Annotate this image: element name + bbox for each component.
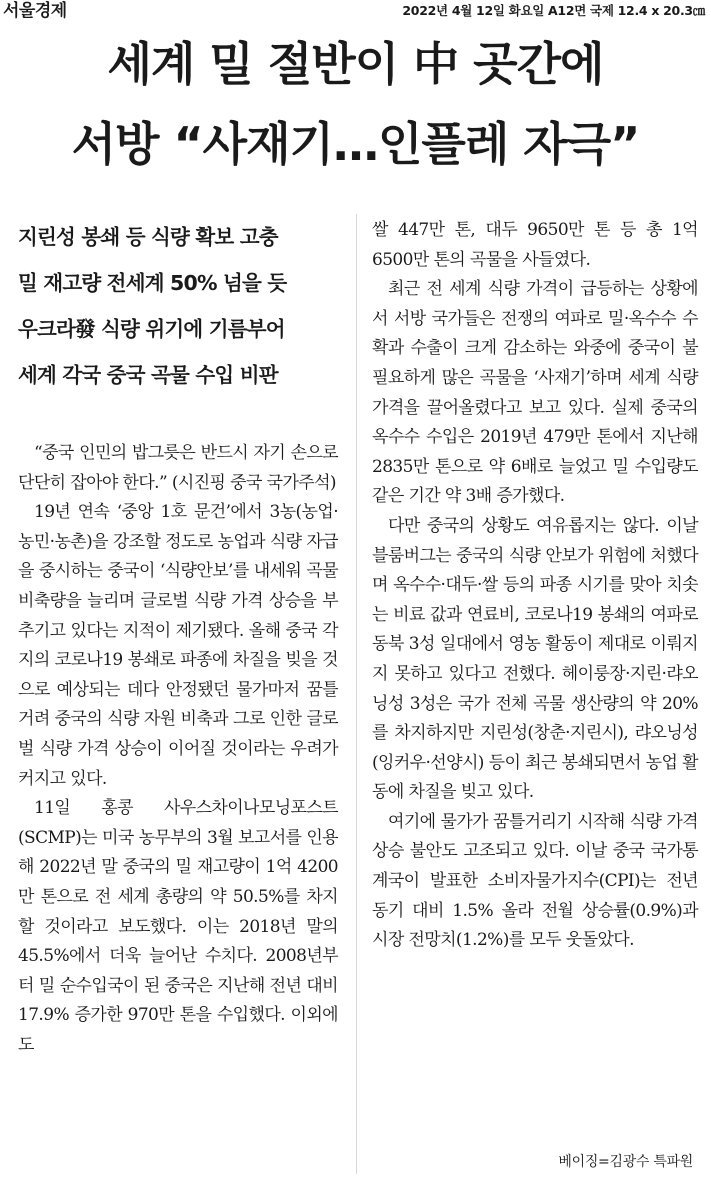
article-paragraph: “중국 인민의 밥그릇은 반드시 자기 손으로 단단히 잡아야 한다.” (시진핑 중국 국가주석) bbox=[18, 443, 338, 493]
article-paragraph: 다만 중국의 상황도 여유롭지는 않다. 이날 블룸버그는 중국의 식량 안보가 위험에 처했다며 옥수수·대두·쌀 등의 파종 시기를 맞아 치솟는 비료 값과 연료비, 코로나19 봉쇄의 여파로 동북 3성 일대에서 영농 활동이 제대로 이뤄지지 못하고 있다고 전했다. 헤이룽장·지린·랴오닝성 3성은 국가 전체 곡물 생산량의 약 20%를 차지하지만 지린성(창춘·지린시), 랴오닝성(잉커우·선양시) 등이 최근 봉쇄되면서 농업 활동에 차질을 빚고 있다. bbox=[372, 515, 698, 803]
subhead: 우크라發 식량 위기에 기름부어 bbox=[18, 317, 285, 341]
edition-info: 2022년 4월 12일 화요일 A12면 국제 12.4 x 20.3㎝ bbox=[402, 3, 705, 18]
article-paragraph: 최근 전 세계 식량 가격이 급등하는 상황에서 서방 국가들은 전쟁의 여파로 밀·옥수수 수확과 수출이 크게 감소하는 와중에 중국이 불필요하게 많은 곡물을 ‘사재기’하며 세계 식량 가격을 끌어올렸다고 보고 있다. 실제 중국의 옥수수 수입은 2019년 479만 톤에서 지난해 2835만 톤으로 약 6배로 늘었고 밀 수입량도 같은 기간 약 3배 증가했다. bbox=[372, 279, 698, 507]
subhead: 세계 각국 중국 곡물 수입 비판 bbox=[18, 363, 278, 387]
article-paragraph: 여기에 물가가 꿈틀거리기 시작해 식량 가격 상승 불안도 고조되고 있다. 이날 중국 국가통계국이 발표한 소비자물가지수(CPI)는 전년 동기 대비 1.5% 올라 전월 상승률(0.9%)과 시장 전망치(1.2%)를 모두 웃돌았다. bbox=[372, 811, 698, 951]
page-header bbox=[0, 0, 711, 24]
column-divider bbox=[356, 214, 357, 1174]
subheadlines bbox=[18, 214, 348, 398]
newspaper-name: 서울경제 bbox=[3, 1, 67, 21]
subhead: 밀 재고량 전세계 50% 넘을 듯 bbox=[18, 271, 287, 295]
subhead: 지린성 봉쇄 등 식량 확보 고충 bbox=[18, 225, 278, 249]
headline-line-2: 서방 “사재기…인플레 자극” bbox=[71, 117, 640, 171]
headline-line-1: 세계 밀 절반이 中 곳간에 bbox=[107, 37, 604, 91]
article-paragraph: 11일 홍콩 사우스차이나모닝포스트(SCMP)는 미국 농무부의 3월 보고서를 인용해 2022년 말 중국의 밀 재고량이 1억 4200만 톤으로 전 세계 총량의 약 50.5%를 차지할 것이라고 보도했다. 이는 2018년 말의 45.5%에서 더욱 늘어난 수치다. 2008년부터 밀 순수입국이 된 중국은 지난해 전년 대비 17.9% 증가한 970만 톤을 수입했다. 이외에도 bbox=[18, 798, 338, 1055]
article-paragraph: 쌀 447만 톤, 대두 9650만 톤 등 총 1억 6500만 톤의 곡물을 사들였다. bbox=[372, 220, 698, 270]
article-column-left bbox=[18, 439, 338, 1060]
article-column-right bbox=[372, 216, 698, 956]
byline: 베이징=김광수 특파원 bbox=[558, 1154, 693, 1170]
article-paragraph: 19년 연속 ‘중앙 1호 문건’에서 3농(농업·농민·농촌)을 강조할 정도로 농업과 식량 자급을 중시하는 중국이 ‘식량안보’를 내세워 곡물 비축량을 늘리며 글로벌 식량 가격 상승을 부추기고 있다는 지적이 제기됐다. 올해 중국 각지의 코로나19 봉쇄로 파종에 차질을 빚을 것으로 예상되는 데다 안정됐던 물가마저 꿈틀거려 중국의 식량 자원 비축과 그로 인한 글로벌 식량 가격 상승이 이어질 것이라는 우려가 커지고 있다. bbox=[18, 502, 338, 789]
